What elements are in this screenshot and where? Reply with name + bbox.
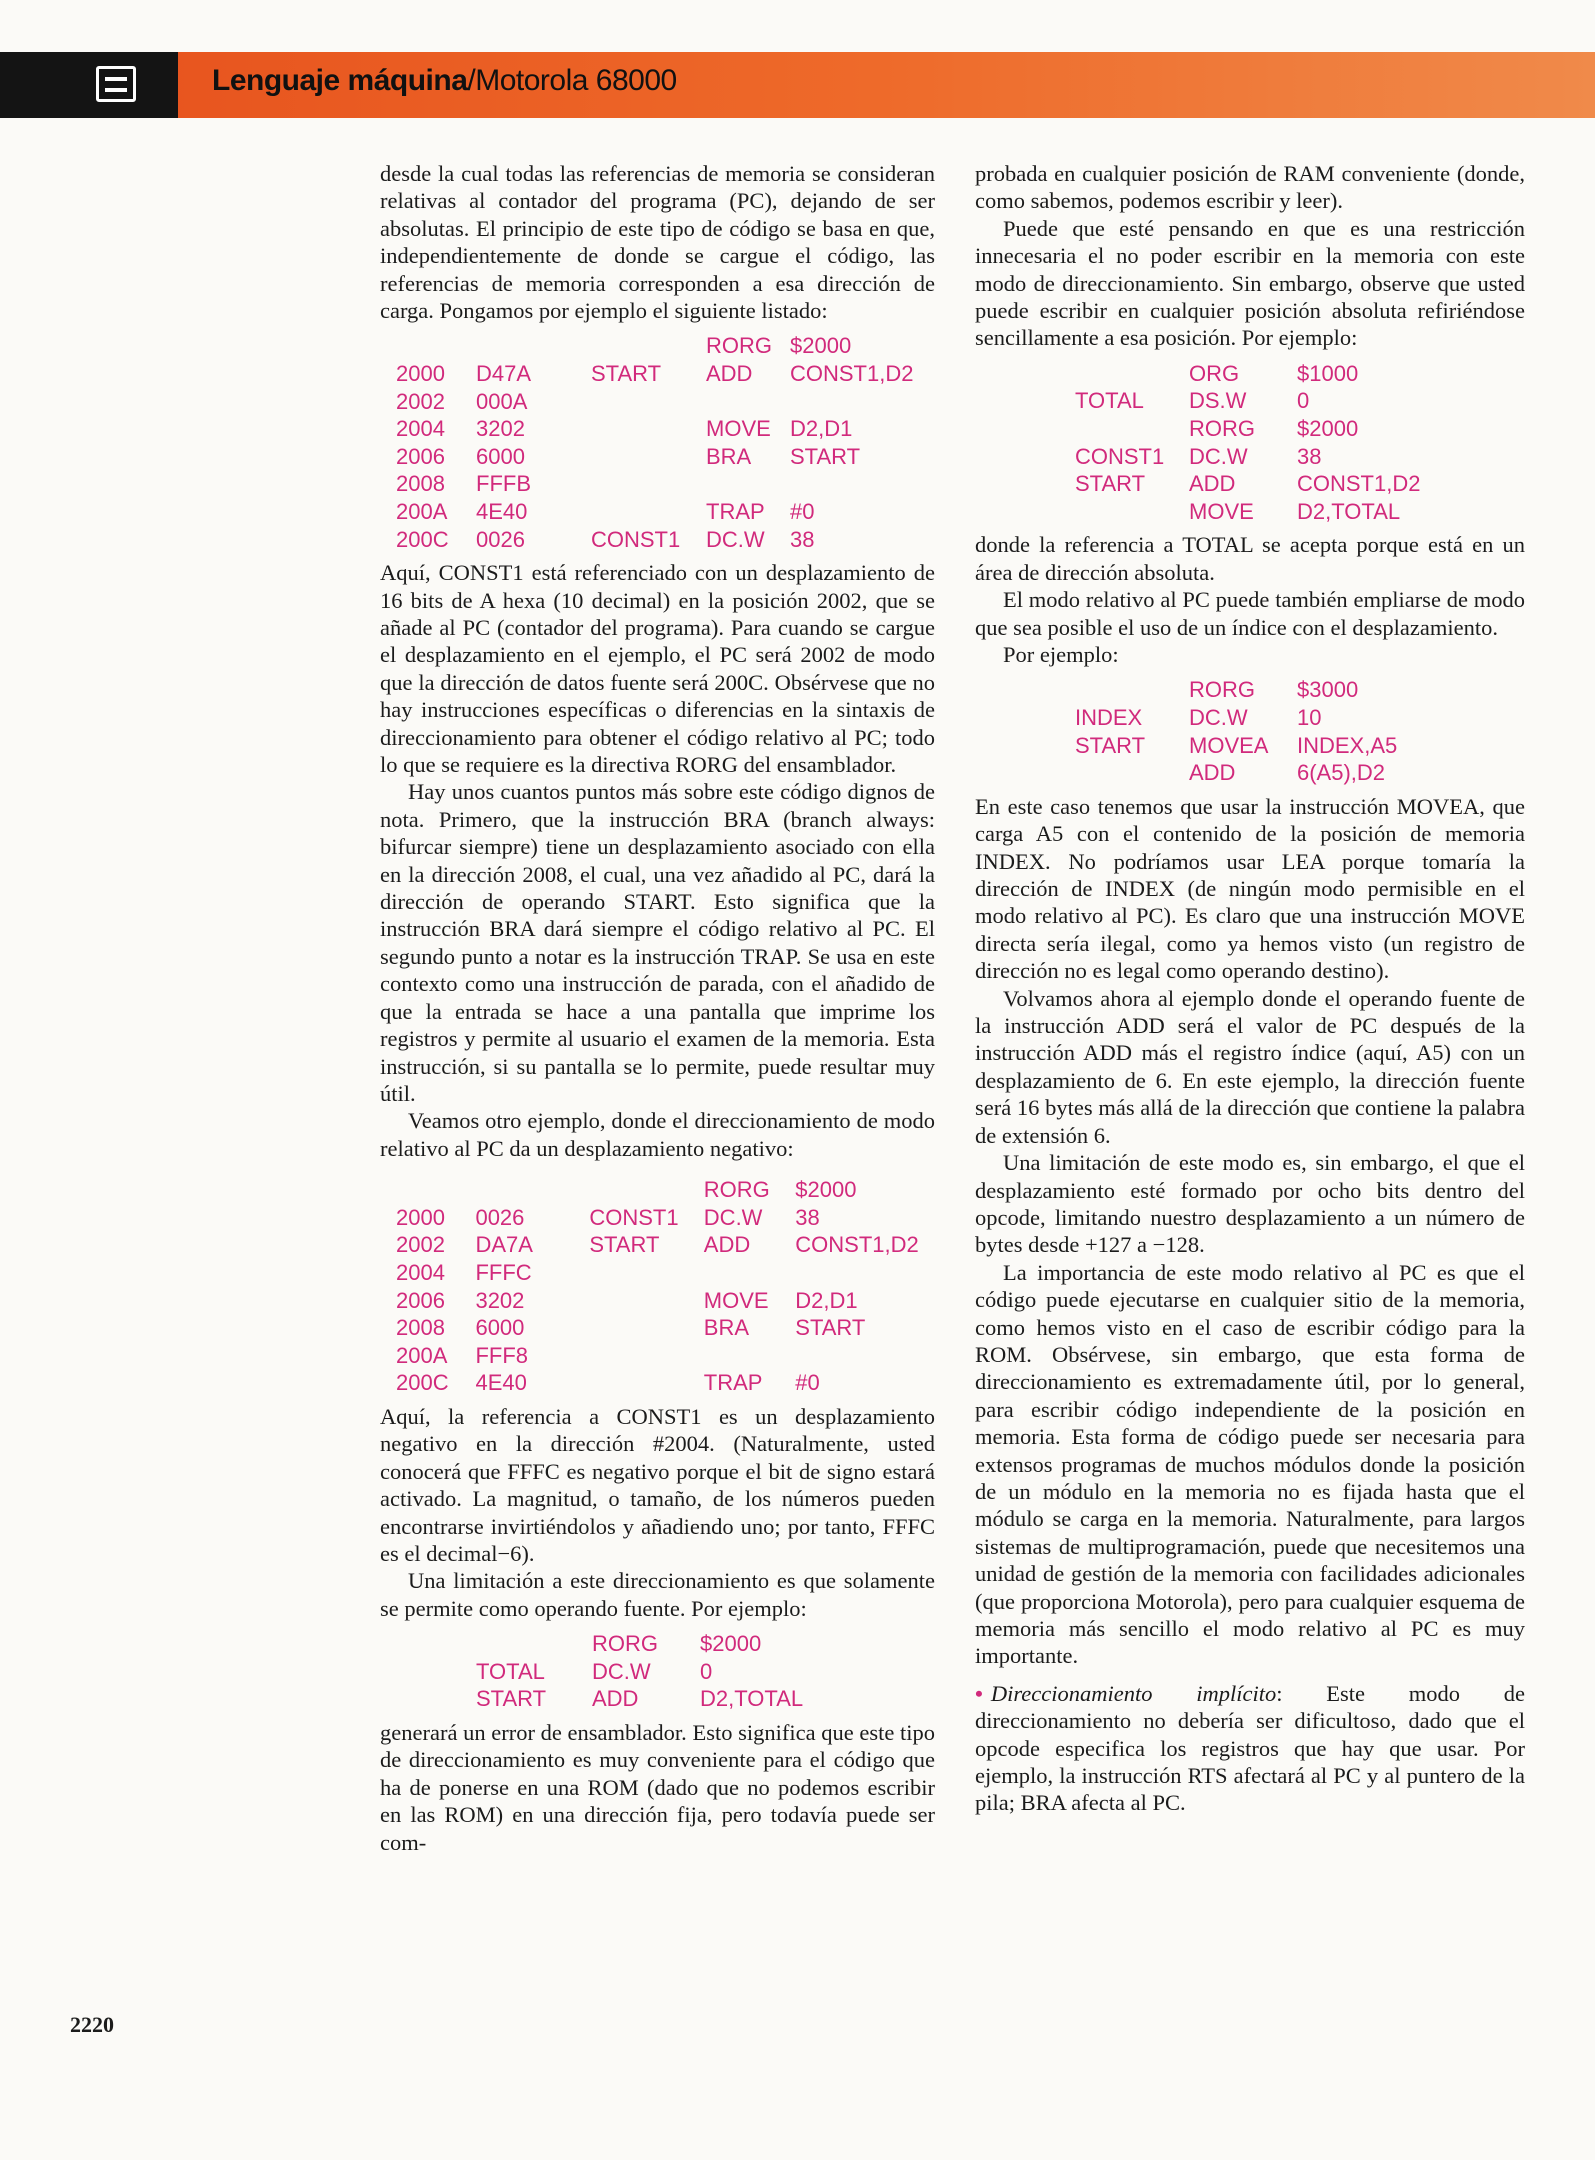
code-cell: FFFC xyxy=(475,1259,532,1285)
code-cell: MOVEA xyxy=(1189,732,1269,758)
code-listing-1 xyxy=(396,332,930,553)
code-cell: 10 xyxy=(1297,705,1322,731)
code-cell: ADD xyxy=(706,361,753,387)
paragraph: desde la cual todas las referencias de memoria se consideran relativas al contador del programa (PC), dejando de ser absolutas. El principio de este tipo de código se basa en que, independientemente de donde se cargue el código, las referencias de memoria corresponden a esa dirección de carga. Pongamos por ejemplo el siguiente listado: xyxy=(380,161,935,324)
code-cell xyxy=(396,1176,475,1204)
code-line xyxy=(396,1204,935,1232)
code-cell: 2004 xyxy=(396,1259,445,1285)
code-cell: START xyxy=(1075,732,1146,758)
bullet-icon: • xyxy=(975,1680,983,1706)
code-cell xyxy=(591,443,706,471)
code-cell: $3000 xyxy=(1297,677,1359,703)
code-cell xyxy=(790,388,930,416)
code-cell xyxy=(591,498,706,526)
code-cell: ADD xyxy=(1189,471,1236,497)
code-cell: 2002 xyxy=(396,1232,445,1258)
code-cell xyxy=(1075,676,1189,704)
code-cell: 3202 xyxy=(476,416,525,442)
code-cell: CONST1 xyxy=(591,526,681,552)
code-line xyxy=(396,498,930,526)
code-cell: CONST1,D2 xyxy=(795,1232,919,1258)
code-cell: #0 xyxy=(790,499,815,524)
code-cell: CONST1 xyxy=(1075,443,1165,469)
code-cell xyxy=(589,1287,703,1315)
paragraph: Veamos otro ejemplo, donde el direccionamiento de modo relativo al PC da un desplazamiento negativo: xyxy=(380,1108,935,1161)
code-cell: DS.W xyxy=(1189,388,1247,414)
code-cell xyxy=(591,332,706,360)
code-line xyxy=(396,332,930,360)
code-cell: D2,D1 xyxy=(795,1287,858,1313)
code-cell: START xyxy=(790,443,861,469)
code-cell: 0 xyxy=(1297,388,1310,414)
code-line xyxy=(396,1176,935,1204)
code-cell: 2000 xyxy=(396,361,445,387)
code-cell xyxy=(396,332,476,360)
code-cell: 4E40 xyxy=(476,499,528,524)
code-cell: 2008 xyxy=(396,1315,445,1341)
code-cell: START xyxy=(589,1232,660,1258)
code-cell: TRAP xyxy=(703,1370,763,1396)
code-cell xyxy=(475,1176,589,1204)
code-line xyxy=(1075,387,1457,415)
code-cell: BRA xyxy=(706,443,752,469)
code-cell: 4E40 xyxy=(475,1370,527,1396)
paragraph: Aquí, la referencia a CONST1 es un desplazamiento negativo en la dirección #2004. (Naturalmente, usted conocerá que FFFC es negativo porque el bit de signo estará activado. La magnitud, o tamaño, de los números pueden encontrarse invirtiéndolos y añadiendo uno; por tanto, FFFC es el decimal−6). xyxy=(380,1403,935,1566)
code-cell: DC.W xyxy=(706,526,765,552)
code-listing-5 xyxy=(1075,676,1457,786)
paragraph: Volvamos ahora al ejemplo donde el operando fuente de la instrucción ADD será el valor de PC después de la instrucción ADD más el registro índice (aquí, A5) con un desplazamiento de 6. En este ejemplo, la dirección fuente será 16 bytes más allá de la dirección que contiene la palabra de extensión 6. xyxy=(975,985,1525,1148)
code-cell: START xyxy=(476,1686,547,1712)
code-cell xyxy=(591,470,706,498)
code-cell: 2006 xyxy=(396,443,445,469)
code-line xyxy=(396,1231,935,1259)
code-cell: 200A xyxy=(396,499,448,524)
code-line xyxy=(396,360,930,388)
code-cell: 200C xyxy=(396,526,449,552)
code-cell: $1000 xyxy=(1297,360,1359,386)
chip-icon xyxy=(96,66,136,102)
paragraph: generará un error de ensamblador. Esto significa que este tipo de direccionamiento es muy conveniente para el código que ha de ponerse en una ROM (dado que no podemos escribir en las ROM) en una dirección fija, pero todavía puede ser com- xyxy=(380,1719,935,1855)
code-cell: 0 xyxy=(700,1658,713,1684)
code-line xyxy=(396,1369,935,1397)
code-cell: $2000 xyxy=(795,1177,857,1203)
code-cell xyxy=(589,1259,703,1287)
code-listing-2 xyxy=(396,1176,935,1397)
code-cell xyxy=(476,332,591,360)
bullet-paragraph xyxy=(975,1680,1525,1817)
paragraph: Puede que esté pensando en que es una restricción innecesaria el no poder escribir en la memoria con este modo de direccionamiento. Sin embargo, observe que usted puede escribir en cualquier posición absoluta refiriéndose sencillamente a esa posición. Por ejemplo: xyxy=(975,215,1525,351)
section-logo xyxy=(0,52,178,118)
code-cell: 6(A5),D2 xyxy=(1297,760,1386,786)
code-line xyxy=(396,1287,935,1315)
code-line xyxy=(396,415,930,443)
code-cell: TRAP xyxy=(706,499,765,524)
code-cell xyxy=(795,1342,935,1370)
code-cell: ORG xyxy=(1189,360,1240,386)
page-header-title xyxy=(212,64,677,98)
code-cell: 6000 xyxy=(476,443,525,469)
code-line xyxy=(396,1259,935,1287)
code-cell: BRA xyxy=(703,1315,750,1341)
code-cell: 6000 xyxy=(475,1315,525,1341)
code-cell: 2002 xyxy=(396,388,445,414)
code-cell: TOTAL xyxy=(1075,388,1144,414)
code-cell: 2004 xyxy=(396,416,445,442)
code-cell: ADD xyxy=(592,1686,639,1712)
code-cell xyxy=(706,388,790,416)
code-line xyxy=(1075,704,1457,732)
code-cell xyxy=(790,470,930,498)
code-cell: DC.W xyxy=(592,1658,651,1684)
page-header xyxy=(0,52,1595,118)
code-cell: 3202 xyxy=(475,1287,525,1313)
paragraph: Una limitación a este direccionamiento es que solamente se permite como operando fuente. Por ejemplo: xyxy=(380,1568,935,1621)
code-line xyxy=(476,1685,850,1713)
code-cell: TOTAL xyxy=(476,1658,545,1684)
code-line xyxy=(396,526,930,554)
code-cell: 2008 xyxy=(396,471,445,497)
code-cell: START xyxy=(1075,471,1146,497)
code-line xyxy=(1075,470,1457,498)
code-cell: #0 xyxy=(795,1370,820,1396)
code-cell xyxy=(1075,759,1189,787)
code-cell xyxy=(589,1342,703,1370)
code-cell: CONST1 xyxy=(589,1204,679,1230)
code-cell: D2,TOTAL xyxy=(1297,498,1401,524)
paragraph: Hay unos cuantos puntos más sobre este código dignos de nota. Primero, que la instrucción BRA (branch always: bifurcar siempre) tiene un desplazamiento asociado con ella en la dirección 2008, el cual, una vez añadido al PC, dará la dirección de operando START. Esto significa que la instrucción BRA dará siempre el código relativo al PC. El segundo punto a notar es la instrucción TRAP. Se usa en este contexto como una instrucción de parada, con el añadido de que la entrada se hace a una pantalla que imprime los registros y permite al usuario el examen de la memoria. Esta instrucción, si su pantalla se lo permite, puede resultar muy útil. xyxy=(380,779,935,1106)
code-cell xyxy=(1075,360,1189,388)
paragraph: El modo relativo al PC puede también empliarse de modo que sea posible el uso de un índice con el desplazamiento. xyxy=(975,587,1525,640)
code-line xyxy=(1075,443,1457,471)
left-column xyxy=(380,160,935,1856)
code-cell: 38 xyxy=(790,526,815,552)
code-line xyxy=(396,1342,935,1370)
paragraph: La importancia de este modo relativo al PC es que el código puede ejecutarse en cualquier sitio de la memoria, como hemos visto en el caso de escribir código para la ROM. Obsérvese, sin embargo, que esta forma de direccionamiento es extremadamente útil, por lo general, para escribir código independiente de la posición en memoria. Esta forma de código puede ser necesaria para extensos programas de muchos módulos donde la posición de un módulo en la memoria no es fijada hasta que el módulo se carga en la memoria. Naturalmente, para largos sistemas de multiprogramación, puede que necesitemos una unidad de gestión de la memoria con facilidades adicionales (que proporciona Motorola), pero para cualquier esquema de memoria más sencillo el modo relativo al PC es muy importante. xyxy=(975,1259,1525,1669)
code-listing-3 xyxy=(476,1630,850,1713)
code-line xyxy=(396,443,930,471)
code-cell: $2000 xyxy=(790,333,852,359)
code-cell: D47A xyxy=(476,361,532,387)
code-cell xyxy=(1075,498,1189,526)
code-cell: RORG xyxy=(706,333,772,359)
code-line xyxy=(1075,676,1457,704)
code-cell: START xyxy=(591,361,662,387)
code-cell: $2000 xyxy=(700,1631,762,1657)
paragraph: donde la referencia a TOTAL se acepta porque está en un área de dirección absoluta. xyxy=(975,532,1525,585)
code-listing-4 xyxy=(1075,360,1457,526)
code-cell: START xyxy=(795,1315,866,1341)
code-line xyxy=(1075,415,1457,443)
code-cell: 200C xyxy=(396,1370,449,1396)
code-cell: CONST1,D2 xyxy=(1297,471,1421,497)
code-line xyxy=(1075,759,1457,787)
code-line xyxy=(396,470,930,498)
code-cell: CONST1,D2 xyxy=(790,361,914,387)
code-cell: DC.W xyxy=(703,1204,763,1230)
code-cell: ADD xyxy=(1189,760,1236,786)
code-cell: 38 xyxy=(1297,443,1322,469)
code-line xyxy=(1075,732,1457,760)
code-cell xyxy=(704,1342,795,1370)
bullet-text: : Este modo de direccionamiento no debería ser dificultoso, dado que el opcode especifica los registros que hay que usar. Por ejemplo, la instrucción RTS afectará al PC y al puntero de la pila; BRA afecta al PC. xyxy=(975,1680,1525,1816)
code-cell xyxy=(591,388,706,416)
code-cell: DC.W xyxy=(1189,443,1248,469)
code-cell: DA7A xyxy=(475,1232,533,1258)
paragraph: Una limitación de este modo es, sin embargo, el que el desplazamiento esté formado por ocho bits dentro del opcode, limitando nuestro desplazamiento a un número de bytes desde +127 a −128. xyxy=(975,1150,1525,1258)
code-cell: RORG xyxy=(1189,416,1255,442)
code-cell: MOVE xyxy=(703,1287,769,1313)
code-cell xyxy=(591,415,706,443)
code-cell: ADD xyxy=(703,1232,751,1258)
code-cell xyxy=(704,1259,795,1287)
code-cell: D2,D1 xyxy=(790,416,853,442)
code-cell: RORG xyxy=(592,1631,658,1657)
code-cell: MOVE xyxy=(1189,498,1254,524)
paragraph: En este caso tenemos que usar la instrucción MOVEA, que carga A5 con el contenido de la posición de memoria INDEX. No podríamos usar LEA porque tomaría la dirección de INDEX (de ningún modo permisible en el modo relativo al PC). Es claro que una instrucción MOVE directa sería ilegal, como ya hemos visto (un registro de dirección no es legal como operando destino). xyxy=(975,793,1525,984)
right-column xyxy=(975,160,1525,1817)
code-cell: 000A xyxy=(476,388,528,414)
code-cell xyxy=(706,470,790,498)
header-title-regular: /Motorola 68000 xyxy=(467,64,677,97)
code-line xyxy=(476,1658,850,1686)
code-cell xyxy=(1075,415,1189,443)
code-cell: 38 xyxy=(795,1204,820,1230)
bullet-title: Direccionamiento implícito xyxy=(990,1680,1277,1706)
code-cell: RORG xyxy=(703,1177,770,1203)
paragraph: Aquí, CONST1 está referenciado con un desplazamiento de 16 bits de A hexa (10 decimal) en la posición 2002, que se añade al PC (contador del programa). Para cuando se cargue el desplazamiento en el ejemplo, el PC será 2002 de modo que la dirección de datos fuente será 200C. Obsérvese que no hay instrucciones específicas o diferencias en la sintaxis de direccionamiento para obtener el código relativo al PC; todo lo que se requiere es la directiva RORG del ensamblador. xyxy=(380,560,935,778)
code-cell xyxy=(589,1176,703,1204)
code-cell: 2006 xyxy=(396,1287,445,1313)
code-line xyxy=(476,1630,850,1658)
code-cell: 2000 xyxy=(396,1204,445,1230)
code-cell: D2,TOTAL xyxy=(700,1686,804,1712)
code-cell: 0026 xyxy=(475,1204,525,1230)
paragraph: probada en cualquier posición de RAM conveniente (donde, como sabemos, podemos escribir y leer). xyxy=(975,161,1525,214)
paragraph: Por ejemplo: xyxy=(1003,642,1119,668)
code-line xyxy=(396,1314,935,1342)
code-cell: $2000 xyxy=(1297,416,1359,442)
code-cell: FFFB xyxy=(476,471,531,497)
code-cell xyxy=(476,1630,592,1658)
code-cell: FFF8 xyxy=(475,1342,529,1368)
code-line xyxy=(396,388,930,416)
code-cell: INDEX,A5 xyxy=(1297,732,1398,758)
code-cell: 200A xyxy=(396,1342,448,1368)
header-title-bold: Lenguaje máquina xyxy=(212,64,468,97)
code-cell xyxy=(795,1259,935,1287)
code-line xyxy=(1075,360,1457,388)
code-cell: MOVE xyxy=(706,416,771,442)
code-cell: DC.W xyxy=(1189,705,1248,731)
code-cell: RORG xyxy=(1189,677,1255,703)
page-number: 2220 xyxy=(70,2012,114,2037)
code-line xyxy=(1075,498,1457,526)
code-cell: INDEX xyxy=(1075,705,1143,731)
code-cell: 0026 xyxy=(476,526,525,552)
code-cell xyxy=(589,1314,703,1342)
code-cell xyxy=(589,1369,703,1397)
